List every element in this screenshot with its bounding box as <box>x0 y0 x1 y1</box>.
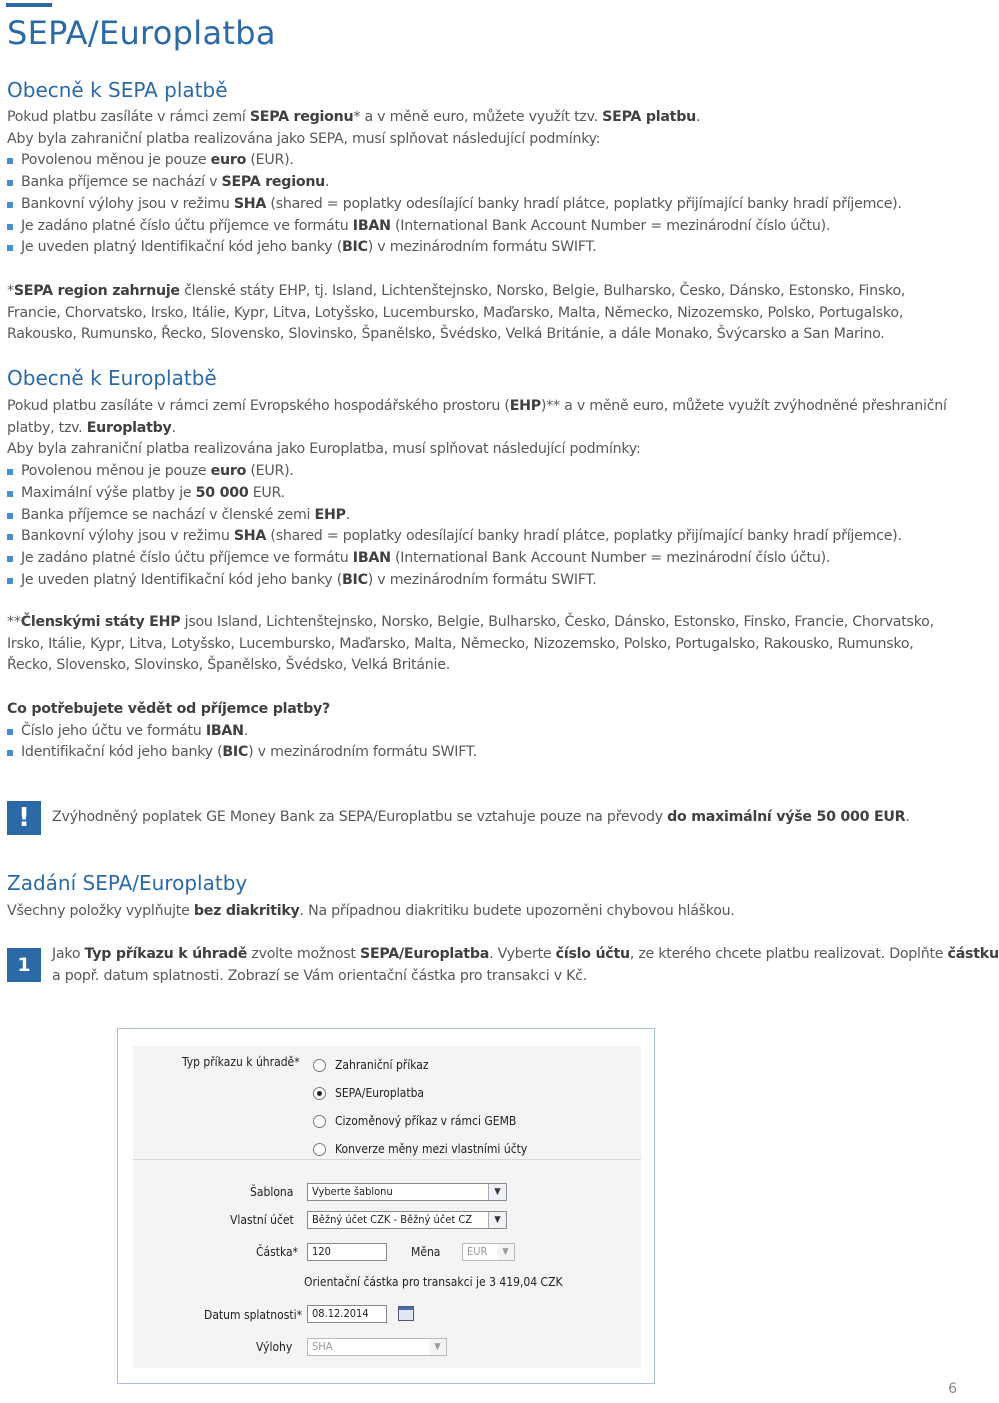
step-number-badge: 1 <box>7 948 41 982</box>
type-label: Typ příkazu k úhradě* <box>182 1055 300 1069</box>
account-label: Vlastní účet <box>230 1213 294 1227</box>
section-sepa-body <box>7 107 952 259</box>
due-date-input[interactable]: 08.12.2014 <box>307 1305 387 1323</box>
section-recipient-info <box>7 699 952 764</box>
option-label: SEPA/Europlatba <box>335 1086 425 1100</box>
list-item: Maximální výše platby je 50 000 EUR. <box>7 483 952 505</box>
option-label: Konverze měny mezi vlastními účty <box>335 1142 528 1156</box>
fees-label: Výlohy <box>256 1340 293 1354</box>
recipient-question: Co potřebujete vědět od příjemce platby? <box>7 701 330 717</box>
exclamation-icon: ! <box>7 801 41 835</box>
section-heading-sepa: Obecně k SEPA platbě <box>7 78 228 102</box>
header-accent-bar <box>6 3 52 7</box>
account-select[interactable]: Běžný účet CZK - Běžný účet CZ ▼ <box>307 1211 507 1229</box>
due-date-label: Datum splatnosti* <box>204 1308 302 1322</box>
currency-select[interactable]: EUR ▼ <box>462 1243 515 1261</box>
section-europlatba-body <box>7 396 952 591</box>
step-1-text: Jako Typ příkazu k úhradě zvolte možnost SEPA/Europlatba. Vyberte číslo účtu, ze kterého chcete platbu realizovat. Doplňte částku a popř. datum splatnosti. Zobrazí se Vám orientační částka pro transakci v Kč. <box>52 946 999 984</box>
list-item: Povolenou měnou je pouze euro (EUR). <box>7 461 952 483</box>
list-item: Identifikační kód jeho banky (BIC) v mezinárodním formátu SWIFT. <box>7 742 952 764</box>
approx-amount-text: Orientační částka pro transakci je 3 419,04 CZK <box>304 1275 563 1289</box>
list-item: Banka příjemce se nachází v členské zemi EHP. <box>7 505 952 527</box>
fees-select[interactable]: SHA ▼ <box>307 1338 447 1356</box>
option-label: Zahraniční příkaz <box>335 1058 429 1072</box>
europlatba-intro-2: Aby byla zahraniční platba realizována jako Europlatba, musí splňovat následující podmínky: <box>7 441 641 458</box>
list-item: Bankovní výlohy jsou v režimu SHA (shared = poplatky odesílající banky hradí plátce, poplatky přijímající banky hradí příjemce). <box>7 526 952 548</box>
list-item: Bankovní výlohy jsou v režimu SHA (shared = poplatky odesílající banky hradí plátce, poplatky přijímající banky hradí příjemce). <box>7 194 952 216</box>
currency-label: Měna <box>411 1245 441 1259</box>
sepa-conditions-list <box>7 150 952 259</box>
option-label: Cizoměnový příkaz v rámci GEMB <box>335 1114 517 1128</box>
list-item: Je zadáno platné číslo účtu příjemce ve formátu IBAN (International Bank Account Number = mezinárodní číslo účtu). <box>7 548 952 570</box>
page-number: 6 <box>948 1381 957 1397</box>
europlatba-intro-1: Pokud platbu zasíláte v rámci zemí Evropského hospodářského prostoru (EHP)** a v měně euro, můžete využít zvýhodněné přeshraniční platby, tzv. Europlatby. <box>7 398 947 436</box>
chevron-down-icon: ▼ <box>488 1212 506 1228</box>
radio-sepa[interactable] <box>313 1087 326 1100</box>
entry-intro: Všechny položky vyplňujte bez diakritiky. Na případnou diakritiku budete upozorněni chybovou hláškou. <box>7 903 735 919</box>
radio-international[interactable] <box>313 1059 326 1072</box>
chevron-down-icon: ▼ <box>429 1339 446 1355</box>
list-item: Je uveden platný Identifikační kód jeho banky (BIC) v mezinárodním formátu SWIFT. <box>7 570 952 592</box>
list-item: Číslo jeho účtu ve formátu IBAN. <box>7 721 952 743</box>
sepa-intro-2: Aby byla zahraniční platba realizována jako SEPA, musí splňovat následující podmínky: <box>7 130 601 147</box>
sepa-region-note: *SEPA region zahrnuje členské státy EHP, tj. Island, Lichtenštejnsko, Norsko, Belgie, Bulharsko, Česko, Dánsko, Estonsko, Finsko, Francie, Chorvatsko, Irsko, Itálie, Kypr, Litva, Lotyšsko, Lucembursko, Maďarsko, Malta, Německo, Nizozemsko, Polsko, Portugalsko, Rakousko, Rumunsko, Řecko, Slovensko, Slovinsko, Španělsko, Švédsko, Velká Británie, a dále Monako, Švýcarsko a San Marino. <box>7 283 906 343</box>
europlatba-conditions-list <box>7 461 952 591</box>
chevron-down-icon: ▼ <box>497 1244 514 1260</box>
radio-currency-conversion[interactable] <box>313 1143 326 1156</box>
recipient-info-list <box>7 721 952 764</box>
chevron-down-icon: ▼ <box>488 1184 506 1200</box>
amount-label: Částka* <box>256 1245 299 1259</box>
section-heading-entry: Zadání SEPA/Europlatby <box>7 871 248 895</box>
payment-form-screenshot <box>117 1028 655 1384</box>
calendar-icon[interactable] <box>398 1306 414 1321</box>
ehp-states-note: **Členskými státy EHP jsou Island, Lichtenštejnsko, Norsko, Belgie, Bulharsko, Česko, Dánsko, Estonsko, Finsko, Francie, Chorvatsko, Irsko, Itálie, Kypr, Litva, Lotyšsko, Lucembursko, Maďarsko, Malta, Německo, Nizozemsko, Polsko, Portugalsko, Rakousko, Rumunsko, Řecko, Slovensko, Slovinsko, Španělsko, Švédsko, Velká Británie. <box>7 614 934 674</box>
list-item: Povolenou měnou je pouze euro (EUR). <box>7 150 952 172</box>
amount-input[interactable]: 120 <box>307 1243 387 1261</box>
payment-form <box>133 1046 641 1368</box>
form-divider <box>133 1159 641 1160</box>
fee-notice: Zvýhodněný poplatek GE Money Bank za SEPA/Europlatbu se vztahuje pouze na převody do maximální výše 50 000 EUR. <box>52 809 910 825</box>
sepa-intro-1: Pokud platbu zasíláte v rámci zemí SEPA regionu* a v měně euro, můžete využít tzv. SEPA platbu. <box>7 109 701 125</box>
template-label: Šablona <box>250 1185 294 1199</box>
list-item: Je zadáno platné číslo účtu příjemce ve formátu IBAN (International Bank Account Number = mezinárodní číslo účtu). <box>7 216 952 238</box>
section-heading-europlatba: Obecně k Europlatbě <box>7 366 217 390</box>
list-item: Banka příjemce se nachází v SEPA regionu. <box>7 172 952 194</box>
list-item: Je uveden platný Identifikační kód jeho banky (BIC) v mezinárodním formátu SWIFT. <box>7 237 952 259</box>
page-title: SEPA/Europlatba <box>7 14 276 52</box>
radio-foreign-currency[interactable] <box>313 1115 326 1128</box>
template-select[interactable]: Vyberte šablonu ▼ <box>307 1183 507 1201</box>
